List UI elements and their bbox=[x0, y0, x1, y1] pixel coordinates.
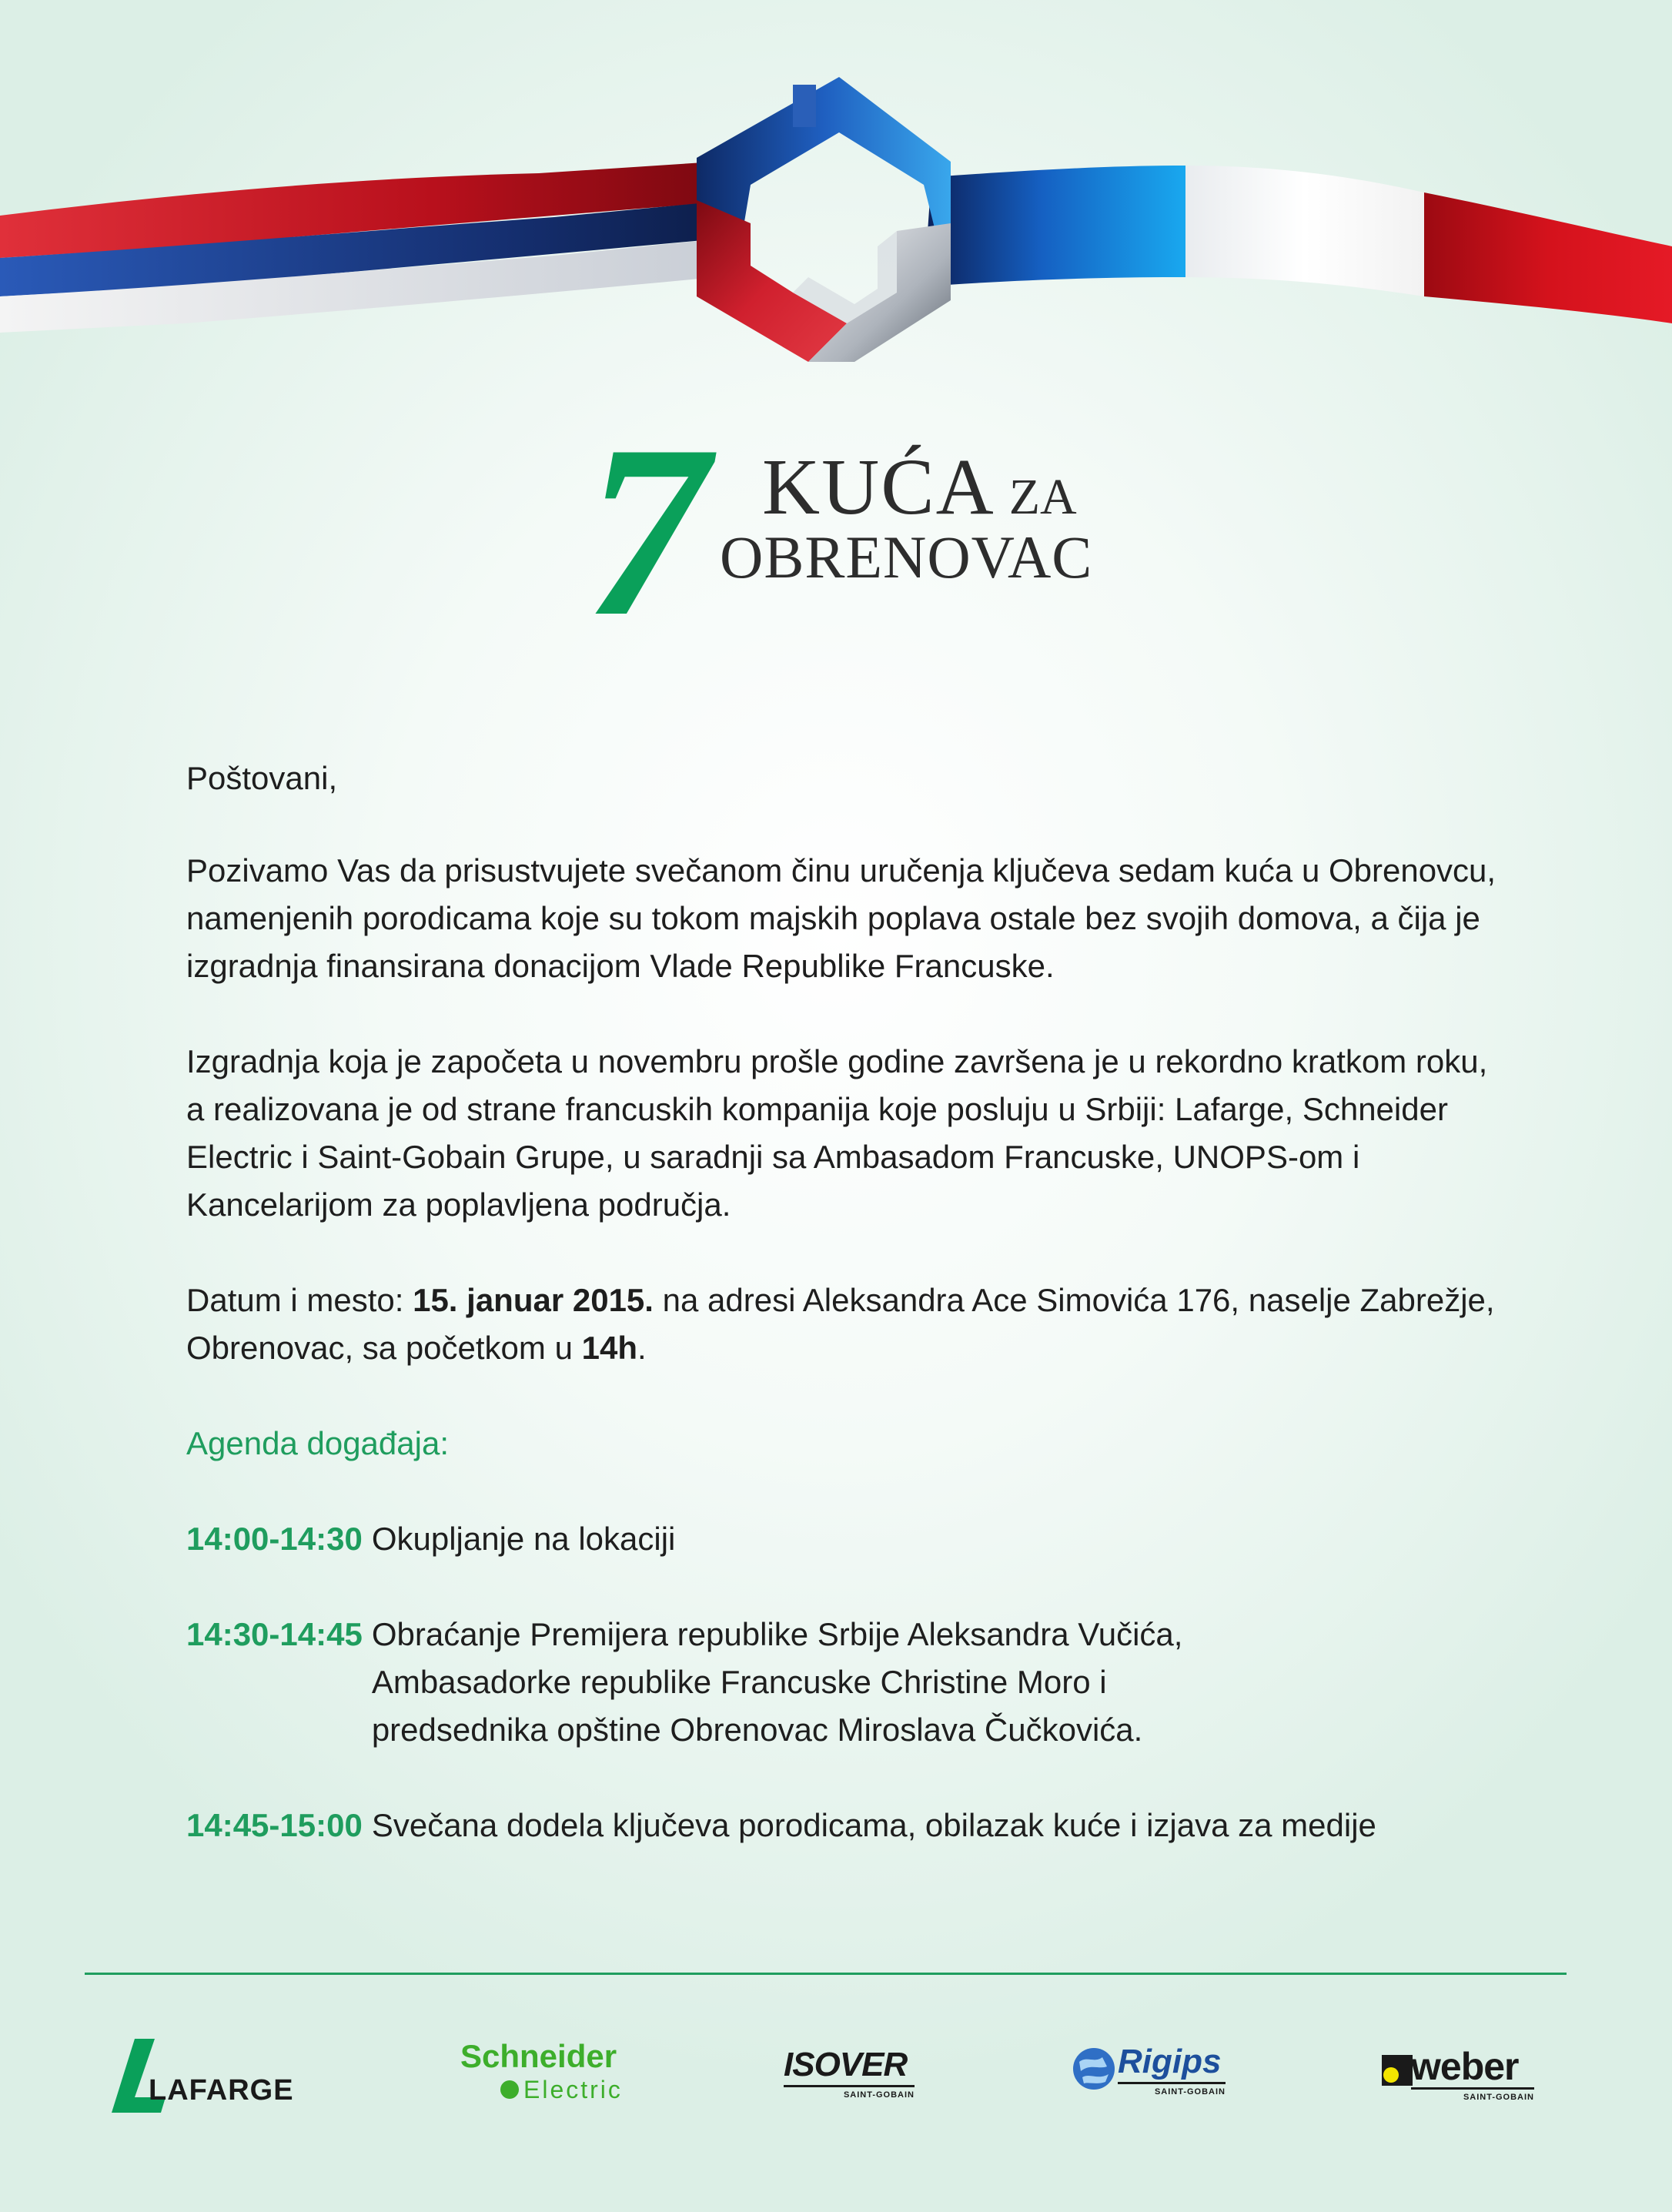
event-date: 15. januar 2015. bbox=[413, 1282, 654, 1318]
agenda-desc-line: Svečana dodela ključeva porodicama, obilazak kuće i izjava za medije bbox=[371, 1807, 1376, 1843]
logo-number: 7 bbox=[585, 395, 701, 668]
agenda-desc-line: predsednika opštine Obrenovac Miroslava Čučkovića. bbox=[371, 1712, 1143, 1748]
paragraph-date-location: Datum i mesto: 15. januar 2015. na adresi Aleksandra Ace Simovića 176, naselje Zabrežje, Obrenovac, sa početkom u 14h. bbox=[186, 1282, 1495, 1366]
rigips-logo: Rigips SAINT-GOBAIN bbox=[1072, 2039, 1233, 2108]
agenda-time: 14:45-15:00 bbox=[186, 1807, 363, 1843]
agenda-item bbox=[186, 1611, 1510, 1754]
agenda-item bbox=[186, 1802, 1510, 1849]
globe-icon bbox=[1072, 2046, 1116, 2091]
salutation: Poštovani, bbox=[186, 760, 338, 796]
paragraph-invitation: Pozivamo Vas da prisustvujete svečanom činu uručenja ključeva sedam kuća u Obrenovcu, namenjenih porodicama koje su tokom majskih poplava ostale bez svojih domova, a čija je izgradnja finansirana donacijom Vlade Republike Francuske. bbox=[186, 852, 1496, 984]
lafarge-logo: LAFARGE bbox=[112, 2039, 335, 2113]
header-ribbon-illustration bbox=[0, 0, 1672, 400]
agenda-time: 14:30-14:45 bbox=[186, 1616, 363, 1652]
schneider-mark-icon bbox=[500, 2080, 519, 2099]
logo-za: ZA bbox=[1008, 469, 1077, 525]
agenda-title: Agenda događaja: bbox=[186, 1425, 449, 1461]
agenda-time: 14:00-14:30 bbox=[186, 1521, 363, 1557]
paragraph-construction: Izgradnja koja je započeta u novembru prošle godine završena je u rekordno kratkom roku, a realizovana je od strane francuskih kompanija koje posluju u Srbiji: Lafarge, Schneider Electric i Saint-Gobain Grupe, u saradnji sa Ambasadom Francuske, UNOPS-om i Kancelarijom za poplavljena područja. bbox=[186, 1043, 1488, 1223]
event-logo bbox=[585, 395, 1093, 668]
logo-kuca: KUĆA bbox=[762, 443, 995, 531]
schneider-logo: Schneider Electric bbox=[460, 2038, 623, 2103]
isover-logo: ISOVER SAINT-GOBAIN bbox=[784, 2046, 915, 2100]
invitation-letter bbox=[186, 755, 1510, 1897]
weber-logo: weber SAINT-GOBAIN bbox=[1382, 2044, 1551, 2110]
footer-divider bbox=[85, 1973, 1567, 1975]
agenda-item bbox=[186, 1515, 1510, 1563]
weber-mark-icon bbox=[1382, 2055, 1413, 2086]
event-start-time: 14h bbox=[581, 1330, 637, 1366]
agenda-desc-line: Obraćanje Premijera republike Srbije Aleksandra Vučića, bbox=[371, 1616, 1183, 1652]
logo-obrenovac: OBRENOVAC bbox=[720, 524, 1093, 591]
agenda-desc-line: Ambasadorke republike Francuske Christine Moro i bbox=[371, 1664, 1107, 1700]
agenda-desc-line: Okupljanje na lokaciji bbox=[371, 1521, 676, 1557]
